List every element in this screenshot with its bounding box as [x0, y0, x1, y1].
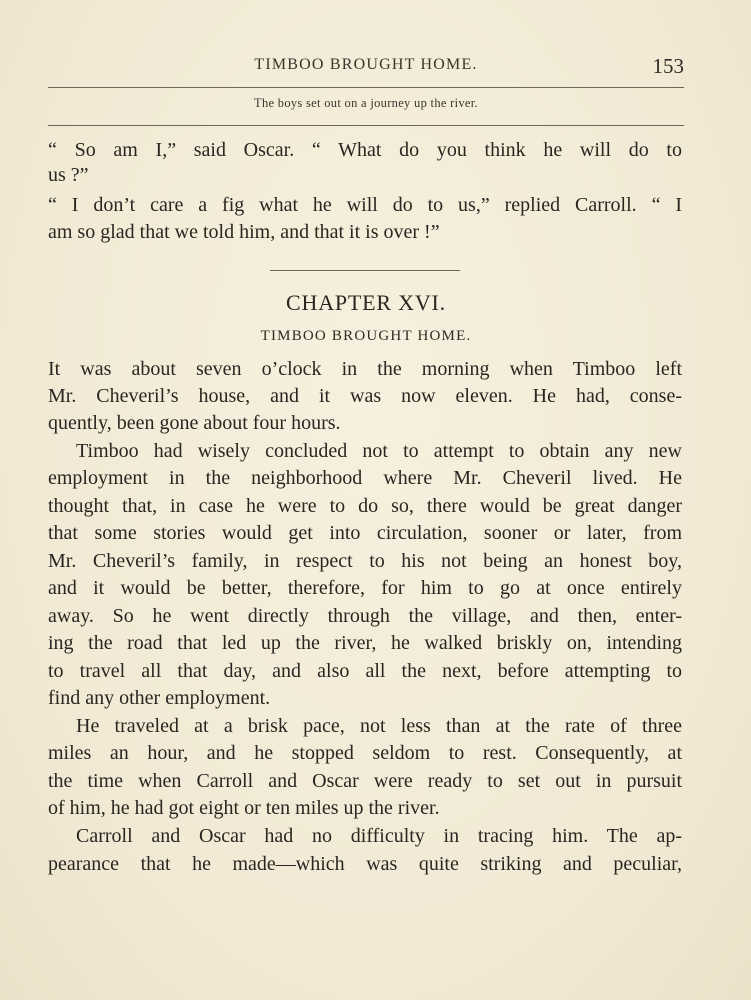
text-line: away. So he went directly through the village, and then, enter-: [48, 605, 682, 627]
text-line: “ So am I,” said Oscar. “ What do you think he will do to: [48, 139, 682, 161]
chapter-subtitle: TIMBOO BROUGHT HOME.: [260, 328, 472, 344]
text-line: Mr. Cheveril’s house, and it was now eleven. He had, conse-: [48, 385, 682, 407]
text-line: employment in the neighborhood where Mr. Cheveril lived. He: [48, 467, 682, 489]
text-line: am so glad that we told him, and that it is over !”: [48, 221, 440, 243]
text-line: pearance that he made—which was quite striking and peculiar,: [48, 853, 682, 875]
text-line: us ?”: [48, 164, 89, 186]
text-line: miles an hour, and he stopped seldom to rest. Consequently, at: [48, 742, 682, 764]
text-line: Mr. Cheveril’s family, in respect to his not being an honest boy,: [48, 550, 682, 572]
chapter-divider-rule: [270, 270, 460, 271]
text-line: Timboo had wisely concluded not to attempt to obtain any new: [76, 440, 682, 462]
text-line: to travel all that day, and also all the next, before attempting to: [48, 660, 682, 682]
text-line: ing the road that led up the river, he walked briskly on, intending: [48, 632, 682, 654]
header-rule-top: [48, 87, 684, 88]
text-line: Carroll and Oscar had no difficulty in tracing him. The ap-: [76, 825, 682, 847]
running-title: TIMBOO BROUGHT HOME.: [254, 56, 478, 73]
text-line: and it would be better, therefore, for him to go at once entirely: [48, 577, 682, 599]
text-line: the time when Carroll and Oscar were ready to set out in pursuit: [48, 770, 682, 792]
text-line: that some stories would get into circulation, sooner or later, from: [48, 522, 682, 544]
text-line: He traveled at a brisk pace, not less than at the rate of three: [76, 715, 682, 737]
page-number: 153: [652, 54, 684, 78]
running-head: [48, 54, 684, 80]
text-line: of him, he had got eight or ten miles up the river.: [48, 797, 440, 819]
text-line: thought that, in case he were to do so, there would be great danger: [48, 495, 682, 517]
text-line: quently, been gone about four hours.: [48, 412, 341, 434]
text-line: It was about seven o’clock in the morning when Timboo left: [48, 358, 682, 380]
text-line: “ I don’t care a fig what he will do to us,” replied Carroll. “ I: [48, 194, 682, 216]
illustration-caption: The boys set out on a journey up the river.: [254, 96, 478, 110]
text-line: find any other employment.: [48, 687, 271, 709]
chapter-heading: CHAPTER XVI.: [286, 290, 446, 315]
header-rule-bottom: [48, 125, 684, 126]
